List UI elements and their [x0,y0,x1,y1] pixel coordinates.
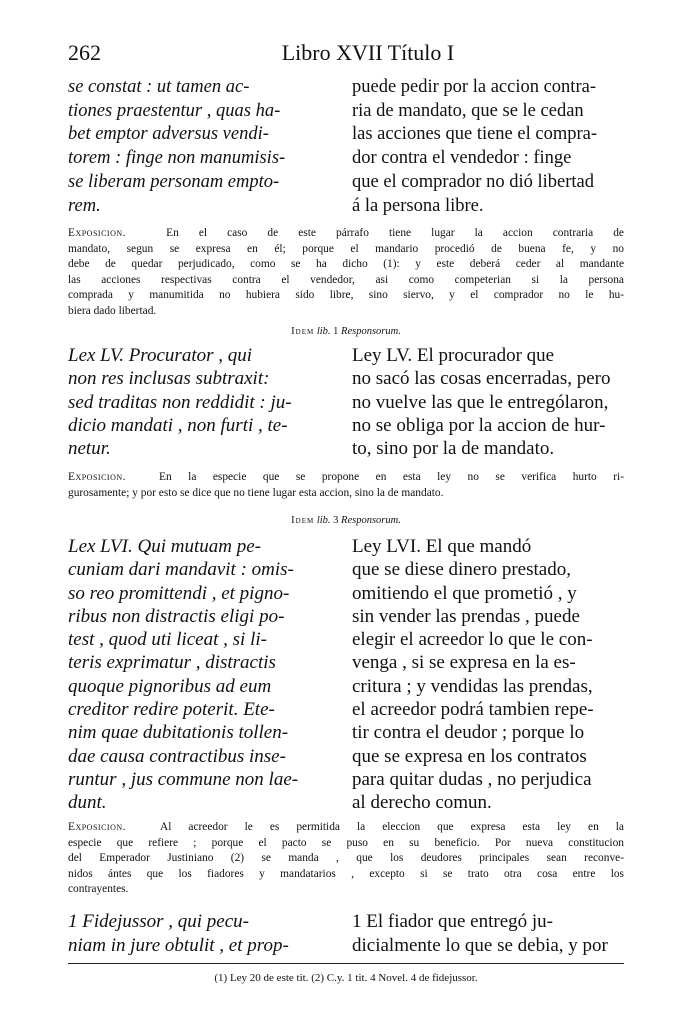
latin-line: torem : finge non manumisis- [68,148,286,169]
exposition-line: especie que refiere ; porque el pacto se puso en su beneficio. Por nueva constitucion [68,836,624,849]
spanish-line: no vuelve las que le entrególaron, [352,391,609,413]
exposition-line: biera dado libertad. [68,304,157,317]
exposition-line: En el caso de este párrafo tiene lugar la accion contraria de [166,227,624,239]
exposition-line: comprada y manumitida no hubiera sido libre, sino siervo, y el comprador no le hu- [68,289,624,301]
latin-line: se liberam personam empto- [68,171,280,192]
spanish-line: Ley LVI. El que mandó [352,536,532,557]
latin-line: non res inclusas subtraxit: [68,368,270,390]
latin-line: dae causa contractibus inse- [68,745,286,767]
spanish-line: venga , si se expresa en la es- [352,652,576,674]
exposition-line: las acciones respectivas contra el vendedor, asi como competerian si la persona [68,273,624,286]
spanish-line: las acciones que tiene el compra- [352,124,598,145]
latin-line: Lex LVI. Qui mutuam pe- [68,536,261,557]
spanish-line: que se expresa en los contratos [352,745,587,767]
passage-continuation [68,76,624,220]
exposition-line: debe de quedar perjudicado, como se ha dicho (1): y este deberá ceder al mandante [68,258,624,270]
latin-column [68,910,340,958]
exposition-line: gurosamente; y por esto se dice que no tiene lugar esta accion, sino la de mandato. [68,486,444,499]
latin-line: sed traditas non reddidit : ju- [68,391,292,413]
lex-55 [68,344,624,464]
latin-line: teris exprimatur , distractis [68,652,276,674]
spanish-line: no sacó las cosas encerradas, pero [352,368,611,390]
spanish-line: no se obliga por la accion de hur- [352,414,606,436]
spanish-line: ria de mandato, que se le cedan [352,100,584,121]
exposition-label: Exposicion. [68,227,126,239]
spanish-column [352,535,624,815]
spanish-line: tir contra el deudor ; porque lo [352,722,585,744]
footnote-rule [68,963,624,964]
latin-line: dicio mandati , non furti , te- [68,414,288,436]
latin-column [68,344,340,460]
spanish-line: que el comprador no dió libertad [352,171,594,192]
latin-line: so reo promittendi , et pigno- [68,582,290,604]
lex-56 [68,535,624,817]
exposition-line: del Emperador Justiniano (2) se manda , que los deudores principales sean reconve- [68,852,624,864]
page-number: 262 [68,40,101,65]
spanish-line: á la persona libre. [352,195,484,216]
latin-line: runtur , jus commune non lae- [68,768,299,790]
spanish-line: Ley LV. El procurador que [352,345,555,366]
running-title: Libro XVII Título I [281,40,455,65]
exposition-line: mandato, segun se expresa en él; porque el mandario procedió de buena fe, y no [68,242,624,255]
latin-line: test , quod uti liceat , si li- [68,629,267,651]
spanish-column [352,910,624,958]
latin-line: netur. [68,438,111,460]
latin-line: bet emptor adversus vendi- [68,124,269,145]
latin-line: cuniam dari mandavit : omis- [68,559,294,581]
latin-line: ribus non distractis eligi po- [68,605,285,627]
spanish-column [352,76,624,218]
exposition-3 [68,820,624,898]
spanish-line: 1 El fiador que entregó ju- [352,911,554,932]
latin-line: 1 Fidejussor , qui pecu- [68,911,250,932]
latin-line: quoque pignoribus ad eum [68,675,272,697]
spanish-line: para quitar dudas , no perjudica [352,768,592,790]
latin-column [68,535,340,815]
spanish-line: al derecho comun. [352,792,492,814]
spanish-line: el acreedor podrá tambien repe- [352,699,594,721]
spanish-line: dicialmente lo que se debia, y por [352,935,608,956]
exposition-line: nidos ántes que los fiadores y mandatarios , excepto si se trato otra cosa entre los [68,867,624,880]
exposition-label: Exposicion. [68,471,126,483]
spanish-line: que se diese dinero prestado, [352,559,571,581]
latin-line: niam in jure obtulit , et prop- [68,935,289,956]
exposition-1 [68,226,624,319]
exposition-line: En la especie que se propone en esta ley no se verifica hurto ri- [159,471,624,483]
footnote: (1) Ley 20 de este tit. (2) C.y. 1 tit. 4 Novel. 4 de fidejussor. [214,972,478,984]
exposition-line: contrayentes. [68,883,129,895]
spanish-line: to, sino por la de mandato. [352,438,555,460]
latin-line: se constat : ut tamen ac- [68,77,250,97]
spanish-line: dor contra el vendedor : finge [352,148,572,169]
spanish-line: puede pedir por la accion contra- [352,77,596,97]
page-header [68,40,628,70]
latin-line: tiones praestentur , quas ha- [68,100,281,121]
source-citation: Idem lib. 1 Responsorum. [291,326,401,337]
latin-line: Lex LV. Procurator , qui [68,345,253,366]
spanish-column [352,344,624,460]
source-citation: Idem lib. 3 Responsorum. [291,515,401,526]
latin-line: nim quae dubitationis tollen- [68,722,289,744]
latin-column [68,76,340,218]
spanish-line: critura ; y vendidas las prendas, [352,675,593,697]
spanish-line: sin vender las prendas , puede [352,605,580,627]
exposition-line: Al acreedor le es permitida la eleccion que expresa esta ley en la [160,821,624,833]
exposition-2 [68,470,624,501]
latin-line: dunt. [68,792,107,814]
paragraph-1 [68,910,624,960]
latin-line: creditor redire poterit. Ete- [68,699,275,721]
spanish-line: elegir el acreedor lo que le con- [352,629,593,651]
spanish-line: omitiendo el que prometió , y [352,582,577,604]
latin-line: rem. [68,195,101,216]
exposition-label: Exposicion. [68,821,126,833]
